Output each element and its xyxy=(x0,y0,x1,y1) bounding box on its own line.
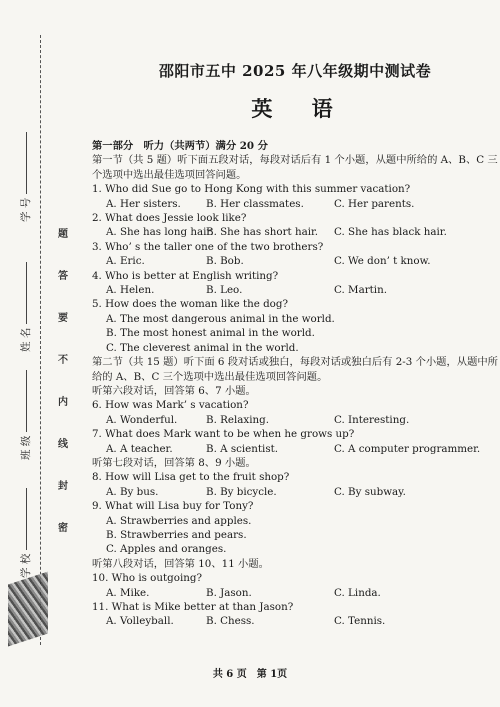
question-stem: 10. Who is outgoing? xyxy=(92,572,202,585)
option-a: A. Wonderful. xyxy=(106,413,178,426)
option-a: A. The most dangerous animal in the world. xyxy=(106,312,335,325)
option-c: C. Martin. xyxy=(334,284,387,297)
question-options xyxy=(92,283,488,297)
option-c: C. She has black hair. xyxy=(334,226,447,239)
cut-line xyxy=(40,35,41,645)
option-c: C. Apples and oranges. xyxy=(106,543,227,556)
student-id-field: 学 号 xyxy=(18,132,33,222)
seal-char: 答 xyxy=(58,271,68,282)
exam-content xyxy=(92,60,498,629)
option-b: B. Strawberries and pears. xyxy=(106,528,247,541)
section-instruction: 第二节（共 15 题）听下面 6 段对话或独白，每段对话或独白后有 2-3 个小题，从题中所 xyxy=(92,356,498,369)
question-options xyxy=(92,442,488,456)
option-a: A. Eric. xyxy=(106,255,145,268)
seal-char: 题 xyxy=(58,229,68,240)
question-options xyxy=(92,485,488,499)
section-instruction: 个选项中选出最佳选项回答问题。 xyxy=(92,168,247,181)
subject-title: 英 语 xyxy=(251,96,349,121)
option-a: A. A teacher. xyxy=(106,442,173,455)
question-options xyxy=(92,197,488,211)
school-field: 学 校 xyxy=(18,488,33,578)
question-stem: 1. Who did Sue go to Hong Kong with this summer vacation? xyxy=(92,183,411,196)
question-options xyxy=(92,614,488,628)
seal-char: 封 xyxy=(58,481,68,492)
section-instruction: 第一节（共 5 题）听下面五段对话，每段对话后有 1 个小题，从题中所给的 A、B、C 三 xyxy=(92,154,498,167)
option-b: B. The most honest animal in the world. xyxy=(106,327,315,340)
question-stem: 4. Who is better at English writing? xyxy=(92,269,279,282)
question-options xyxy=(92,586,488,600)
option-c: C. The cleverest animal in the world. xyxy=(106,341,299,354)
question-options xyxy=(92,254,488,268)
option-b: B. Leo. xyxy=(206,284,243,297)
option-a: A. She has long hair. xyxy=(106,226,214,239)
seal-char: 线 xyxy=(58,439,68,450)
part-heading: 第一部分 听力（共两节）满分 20 分 xyxy=(92,140,268,152)
option-a: A. Strawberries and apples. xyxy=(106,514,252,527)
option-c: C. Interesting. xyxy=(334,413,410,426)
name-field: 姓 名 xyxy=(18,262,33,352)
option-b: B. Relaxing. xyxy=(206,413,269,426)
question-stem: 9. What will Lisa buy for Tony? xyxy=(92,500,254,513)
question-stem: 7. What does Mark want to be when he grows up? xyxy=(92,428,355,441)
option-a: A. Mike. xyxy=(106,586,150,599)
option-c: C. A computer programmer. xyxy=(334,442,481,455)
option-c: C. Linda. xyxy=(334,586,381,599)
option-c: C. By subway. xyxy=(334,485,406,498)
question-options xyxy=(92,225,488,239)
question-stem: 11. What is Mike better at than Jason? xyxy=(92,601,294,613)
option-b: B. She has short hair. xyxy=(206,226,319,239)
seal-warning xyxy=(56,225,70,534)
option-c: C. Tennis. xyxy=(334,615,386,628)
option-a: A. By bus. xyxy=(106,485,159,498)
exam-title: 邵阳市五中 2025 年八年级期中测试卷 xyxy=(158,62,432,80)
question-stem: 5. How does the woman like the dog? xyxy=(92,298,288,311)
binding-margin xyxy=(0,0,82,707)
dialogue-note: 听第七段对话，回答第 8、9 小题。 xyxy=(92,456,256,469)
option-b: B. Bob. xyxy=(206,255,244,268)
question-stem: 3. Who’ s the taller one of the two brothers? xyxy=(92,240,324,253)
option-b: B. By bicycle. xyxy=(206,485,277,498)
seal-char: 内 xyxy=(58,397,68,408)
option-a: A. Her sisters. xyxy=(106,197,181,210)
question-stem: 2. What does Jessie look like? xyxy=(92,212,247,225)
seal-char: 要 xyxy=(58,313,68,324)
section-instruction: 给的 A、B、C 三个选项中选出最佳选项回答问题。 xyxy=(92,370,328,383)
option-a: A. Helen. xyxy=(106,284,155,297)
option-c: C. We don’ t know. xyxy=(334,255,431,268)
question-list xyxy=(92,139,498,629)
option-a: A. Volleyball. xyxy=(106,615,174,628)
dialogue-note: 听第六段对话，回答第 6、7 小题。 xyxy=(92,384,256,397)
seal-char: 不 xyxy=(58,355,68,366)
question-options xyxy=(92,413,488,427)
option-b: B. Jason. xyxy=(206,586,252,599)
page-footer: 共 6 页 第 1页 xyxy=(212,669,288,680)
option-c: C. Her parents. xyxy=(334,197,415,210)
ink-smudge xyxy=(8,572,48,647)
option-b: B. A scientist. xyxy=(206,442,279,455)
class-field: 班 级 xyxy=(18,370,33,460)
question-stem: 8. How will Lisa get to the fruit shop? xyxy=(92,471,290,484)
seal-char: 密 xyxy=(58,523,68,534)
option-b: B. Her classmates. xyxy=(206,197,304,210)
dialogue-note: 听第八段对话，回答第 10、11 小题。 xyxy=(92,557,269,570)
question-stem: 6. How was Mark’ s vacation? xyxy=(92,399,249,412)
option-b: B. Chess. xyxy=(206,615,255,628)
